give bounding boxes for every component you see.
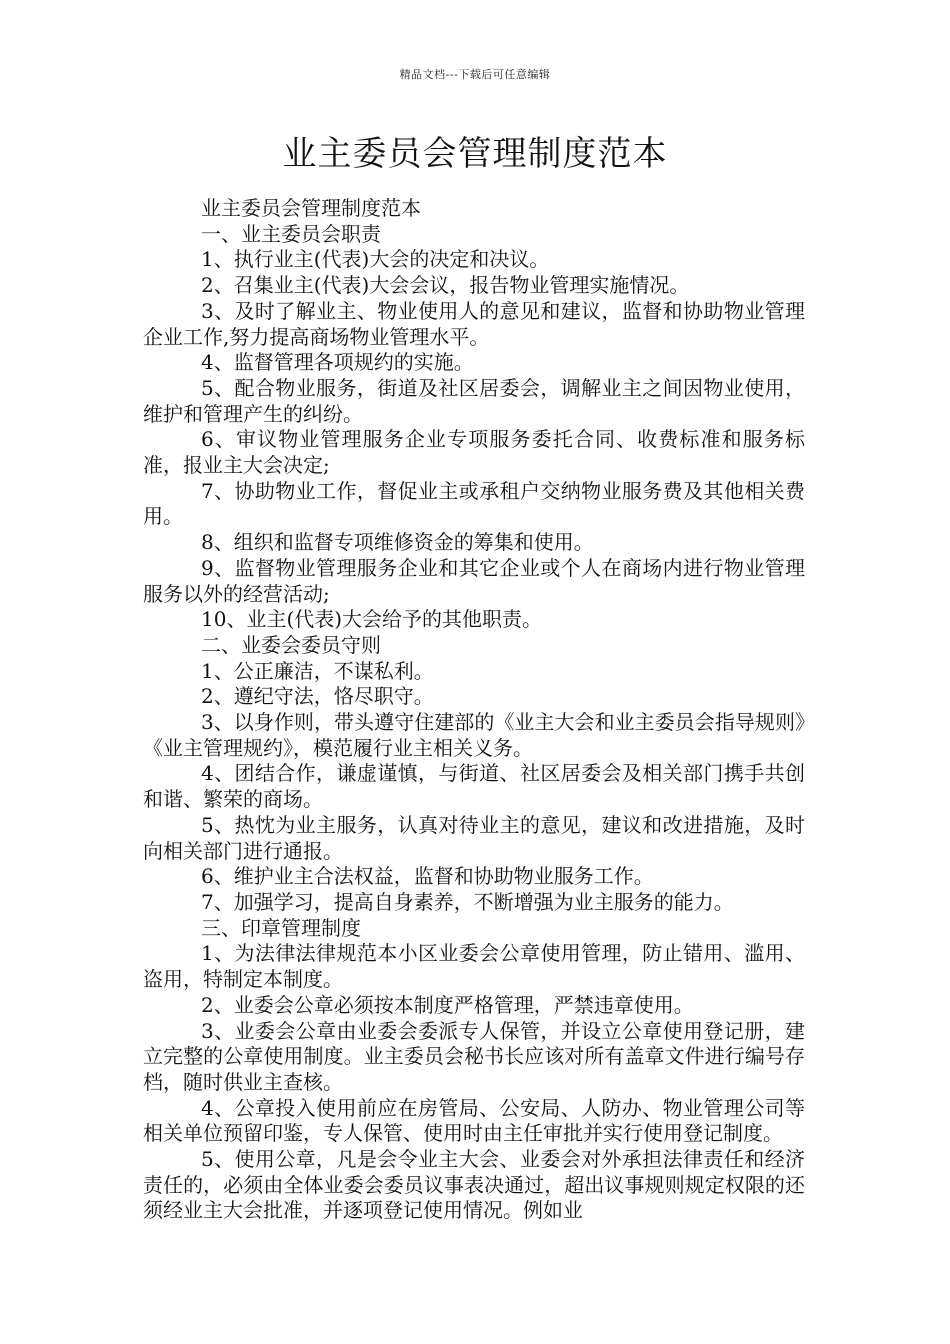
paragraph: 2、召集业主(代表)大会会议，报告物业管理实施情况。 <box>201 273 690 298</box>
paragraph: 4、公章投入使用前应在房管局、公安局、人防办、物业管理公司等相关单位预留印鉴，专人保管、使用时由主任审批并实行使用登记制度。 <box>143 1095 805 1146</box>
paragraph: 3、及时了解业主、物业使用人的意见和建议，监督和协助物业管理企业工作,努力提高商场物业管理水平。 <box>143 298 805 349</box>
paragraph: 业主委员会管理制度范本 <box>201 196 421 220</box>
paragraph: 6、维护业主合法权益，监督和协助物业服务工作。 <box>201 864 654 889</box>
paragraph: 1、执行业主(代表)大会的决定和决议。 <box>201 247 550 272</box>
paragraph: 5、配合物业服务，街道及社区居委会，调解业主之间因物业使用，维护和管理产生的纠纷。 <box>143 375 805 426</box>
document-body <box>143 196 805 1224</box>
paragraph: 7、加强学习，提高自身素养，不断增强为业主服务的能力。 <box>201 889 734 914</box>
paragraph: 9、监督物业管理服务企业和其它企业或个人在商场内进行物业管理服务以外的经营活动; <box>143 555 805 606</box>
paragraph: 2、遵纪守法，恪尽职守。 <box>201 684 434 709</box>
paragraph: 3、以身作则，带头遵守住建部的《业主大会和业主委员会指导规则》《业主管理规约》，模范履行业主相关义务。 <box>143 710 805 760</box>
page-header-note: 精品文档---下载后可任意编辑 <box>399 68 551 81</box>
paragraph: 3、业委会公章由业委会委派专人保管，并设立公章使用登记册，建立完整的公章使用制度。业主委员会秘书长应该对所有盖章文件进行编号存档，随时供业主查核。 <box>143 1018 805 1094</box>
document-title: 业主委员会管理制度范本 <box>282 134 668 174</box>
paragraph: 1、为法律法律规范本小区业委会公章使用管理，防止错用、滥用、盗用，特制定本制度。 <box>143 941 805 992</box>
paragraph: 5、热忱为业主服务，认真对待业主的意见，建议和改进措施，及时向相关部门进行通报。 <box>143 812 805 863</box>
paragraph: 10、业主(代表)大会给予的其他职责。 <box>201 607 543 632</box>
paragraph: 4、监督管理各项规约的实施。 <box>201 350 474 375</box>
section-heading: 二、业委会委员守则 <box>201 632 381 657</box>
paragraph: 2、业委会公章必须按本制度严格管理，严禁违章使用。 <box>201 992 694 1017</box>
section-heading: 三、印章管理制度 <box>201 915 361 940</box>
paragraph: 1、公正廉洁，不谋私利。 <box>201 658 434 683</box>
section-heading: 一、业主委员会职责 <box>201 221 381 246</box>
paragraph: 7、协助物业工作，督促业主或承租户交纳物业服务费及其他相关费用。 <box>143 478 805 529</box>
paragraph: 4、团结合作，谦虚谨慎，与街道、社区居委会及相关部门携手共创和谐、繁荣的商场。 <box>143 761 805 812</box>
paragraph: 8、组织和监督专项维修资金的筹集和使用。 <box>201 530 594 555</box>
paragraph: 5、使用公章，凡是会令业主大会、业委会对外承担法律责任和经济责任的，必须由全体业委会委员议事表决通过，超出议事规则规定权限的还须经业主大会批准，并逐项登记使用情况。例如业 <box>143 1147 805 1223</box>
paragraph: 6、审议物业管理服务企业专项服务委托合同、收费标准和服务标准，报业主大会决定; <box>143 427 805 478</box>
